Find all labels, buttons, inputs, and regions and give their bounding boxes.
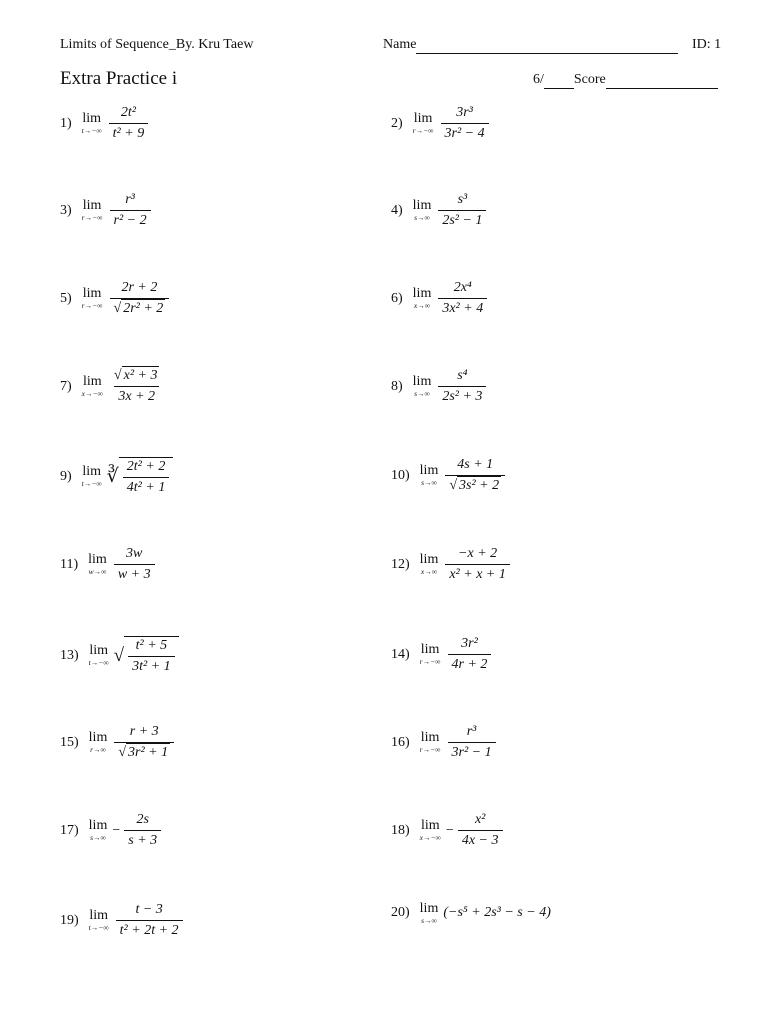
problem-item <box>391 902 551 925</box>
problem-item <box>391 636 493 673</box>
denominator-text: 4x − 3 <box>461 833 499 848</box>
limit-operator <box>413 375 432 398</box>
numerator-text: 3r² <box>461 636 478 651</box>
limit-operator <box>89 731 108 754</box>
problem-item <box>391 812 505 849</box>
problem-number: 7) <box>60 378 72 394</box>
denominator <box>114 386 159 405</box>
radical-sign: √ <box>113 368 122 383</box>
problem-item <box>391 192 488 229</box>
numerator <box>453 368 471 386</box>
limit-operator <box>82 112 102 135</box>
denominator-text: t² + 9 <box>112 126 145 141</box>
numerator-text: s³ <box>457 192 468 207</box>
denominator <box>124 830 161 849</box>
name-blank <box>416 37 678 54</box>
polynomial-expression: (−s⁵ + 2s³ − s − 4) <box>443 905 551 921</box>
score-field <box>533 72 718 89</box>
denominator <box>448 742 496 761</box>
limit-word: lim <box>82 198 102 214</box>
denominator <box>123 477 170 496</box>
limit-word: lim <box>420 730 440 746</box>
problem-item <box>60 105 150 142</box>
limit-subscript: x→−∞ <box>419 833 441 843</box>
problem-number: 1) <box>60 115 72 131</box>
problem-number: 19) <box>60 912 79 928</box>
numerator <box>110 368 164 386</box>
limit-word: lim <box>89 643 108 659</box>
denominator <box>110 298 170 317</box>
problem-number: 15) <box>60 734 79 750</box>
numerator-text: r³ <box>466 724 477 739</box>
outer-radical <box>107 457 174 496</box>
fraction <box>114 546 155 583</box>
limit-word: lim <box>82 286 102 302</box>
negative-sign: − <box>445 822 454 838</box>
fraction <box>448 636 492 673</box>
limit-subscript: w→∞ <box>88 567 107 577</box>
limit-subscript: t→−∞ <box>81 126 102 136</box>
denominator <box>109 123 149 142</box>
limit-operator <box>82 465 102 488</box>
denominator-text: r² − 2 <box>113 213 147 228</box>
fraction <box>441 105 489 142</box>
course-header: Limits of Sequence_By. Kru Taew <box>60 37 254 52</box>
outer-radical <box>114 636 179 675</box>
problem-item <box>391 105 491 142</box>
denominator-text: 3s² + 2 <box>459 478 500 493</box>
denominator-text: x² + x + 1 <box>449 567 506 582</box>
denominator <box>441 123 489 142</box>
limit-operator <box>420 464 439 487</box>
radical-sign: √ <box>113 644 125 666</box>
limit-operator <box>89 909 109 932</box>
numerator-text: 2x⁴ <box>453 280 472 295</box>
numerator <box>117 105 140 123</box>
radical-sign: ∛ <box>106 466 119 487</box>
problem-item <box>391 280 489 317</box>
problem-number: 9) <box>60 468 72 484</box>
problem-number: 16) <box>391 734 410 750</box>
limit-operator <box>420 643 441 666</box>
fraction <box>110 192 151 229</box>
limit-word: lim <box>412 374 432 390</box>
fraction <box>114 724 174 761</box>
denominator <box>116 920 183 939</box>
problem-number: 20) <box>391 905 410 921</box>
denominator-text: 4r + 2 <box>451 657 488 672</box>
numerator-text: x² <box>474 812 486 827</box>
denominator-text: 2r² + 2 <box>123 301 164 316</box>
denominator-text: w + 3 <box>117 567 151 582</box>
limit-operator <box>420 902 439 925</box>
numerator-text: 2t² <box>120 105 136 120</box>
denominator <box>448 654 492 673</box>
problem-item <box>60 368 165 405</box>
limit-word: lim <box>412 286 432 302</box>
denominator <box>445 564 510 583</box>
problem-item <box>60 636 179 675</box>
fraction <box>445 457 505 494</box>
limit-operator <box>420 819 441 842</box>
problem-number: 10) <box>391 467 410 483</box>
numerator-text: 3w <box>126 546 143 561</box>
problem-item <box>60 812 163 849</box>
limit-subscript: x→∞ <box>420 567 438 577</box>
numerator <box>132 812 152 830</box>
denominator-text: t² + 2t + 2 <box>119 923 179 938</box>
limit-operator <box>89 644 109 667</box>
problem-number: 12) <box>391 556 410 572</box>
denominator <box>458 830 503 849</box>
name-label: Name <box>383 37 417 52</box>
numerator <box>123 459 170 477</box>
denominator-text: 3r² − 1 <box>451 745 492 760</box>
numerator-text: t − 3 <box>135 902 163 917</box>
fraction <box>438 368 486 405</box>
radical-sign: √ <box>449 478 458 493</box>
problem-number: 13) <box>60 647 79 663</box>
name-field <box>383 37 678 54</box>
problem-number: 3) <box>60 202 72 218</box>
limit-word: lim <box>420 818 440 834</box>
limit-subscript: t→−∞ <box>88 658 109 668</box>
numerator-text: r + 3 <box>129 724 159 739</box>
problem-number: 11) <box>60 556 79 572</box>
problem-number: 5) <box>60 290 72 306</box>
limit-operator <box>420 553 439 576</box>
limit-subscript: r→−∞ <box>81 213 103 223</box>
limit-subscript: s→∞ <box>414 213 430 223</box>
denominator <box>110 210 151 229</box>
limit-word: lim <box>419 901 439 916</box>
denominator-text: 3t² + 1 <box>132 659 171 674</box>
limit-word: lim <box>419 552 439 568</box>
limit-word: lim <box>88 730 108 746</box>
limit-operator <box>413 287 432 310</box>
limit-subscript: r→−∞ <box>412 126 434 136</box>
denominator-text: 4t² + 1 <box>126 480 166 495</box>
limit-operator <box>88 553 107 576</box>
page-title: Extra Practice i <box>60 68 178 89</box>
limit-subscript: s→∞ <box>421 478 437 488</box>
denominator-text: 3r² + 1 <box>128 745 169 760</box>
numerator <box>454 192 472 210</box>
fraction <box>438 280 487 317</box>
score-blank-2 <box>606 72 718 89</box>
limit-operator <box>420 731 441 754</box>
problem-item <box>391 546 512 583</box>
denominator-text: s + 3 <box>128 833 158 848</box>
id-label: ID: 1 <box>692 37 722 52</box>
limit-subscript: r→−∞ <box>419 745 441 755</box>
fraction <box>110 368 164 405</box>
numerator-text: 2s <box>136 812 149 827</box>
denominator <box>438 386 486 405</box>
numerator <box>131 902 166 920</box>
limit-word: lim <box>82 374 102 390</box>
limit-subscript: r→∞ <box>90 745 106 755</box>
limit-subscript: x→∞ <box>413 301 431 311</box>
denominator-text: 3r² − 4 <box>444 126 485 141</box>
limit-subscript: x→−∞ <box>81 389 103 399</box>
limit-word: lim <box>412 198 432 214</box>
numerator <box>126 724 163 742</box>
denominator-text: 2s² − 1 <box>442 213 483 228</box>
denominator <box>438 298 487 317</box>
limit-word: lim <box>88 552 107 568</box>
problem-item <box>60 902 185 939</box>
limit-subscript: s→∞ <box>414 389 430 399</box>
fraction <box>445 546 510 583</box>
numerator <box>132 638 172 656</box>
denominator <box>114 564 155 583</box>
problem-item <box>391 457 507 494</box>
fraction <box>124 812 161 849</box>
limit-operator <box>82 287 103 310</box>
problem-number: 17) <box>60 822 79 838</box>
problem-item <box>391 724 498 761</box>
limit-subscript: t→−∞ <box>88 923 109 933</box>
problem-number: 2) <box>391 115 403 131</box>
limit-subscript: s→∞ <box>421 916 437 925</box>
problem-number: 18) <box>391 822 410 838</box>
numerator <box>471 812 489 830</box>
fraction <box>109 105 149 142</box>
problem-item <box>60 192 153 229</box>
problem-item <box>60 280 171 317</box>
score-prefix: 6/ <box>533 72 544 87</box>
radical-body <box>124 636 179 675</box>
radical-sign: √ <box>113 301 122 316</box>
denominator-text: 3x + 2 <box>118 389 156 404</box>
denominator-text: 2s² + 3 <box>442 389 483 404</box>
numerator-text: 3r³ <box>456 105 473 120</box>
limit-word: lim <box>82 111 101 127</box>
numerator-text: x² + 3 <box>123 368 158 383</box>
numerator-text: 4s + 1 <box>457 457 494 472</box>
problem-number: 4) <box>391 202 403 218</box>
denominator <box>438 210 486 229</box>
problem-number: 14) <box>391 646 410 662</box>
limit-subscript: r→−∞ <box>81 301 103 311</box>
fraction <box>128 638 175 675</box>
limit-operator <box>82 375 103 398</box>
numerator-text: t² + 5 <box>135 638 168 653</box>
numerator <box>117 280 161 298</box>
radical-body <box>119 457 174 496</box>
limit-word: lim <box>420 642 440 658</box>
fraction <box>123 459 170 496</box>
radical-sign: √ <box>118 745 127 760</box>
denominator-text: 3x² + 4 <box>442 301 484 316</box>
denominator <box>114 742 174 761</box>
numerator <box>121 192 139 210</box>
denominator <box>128 656 175 675</box>
problem-item <box>60 546 157 583</box>
limit-operator <box>89 819 108 842</box>
problem-item <box>60 457 173 496</box>
limit-word: lim <box>82 464 101 480</box>
numerator-text: 2t² + 2 <box>126 459 166 474</box>
numerator-text: −x + 2 <box>458 546 498 561</box>
numerator <box>450 280 476 298</box>
limit-word: lim <box>89 908 108 924</box>
fraction <box>458 812 503 849</box>
limit-word: lim <box>88 818 108 834</box>
numerator <box>463 724 481 742</box>
score-blank-1 <box>544 72 574 89</box>
limit-word: lim <box>419 463 439 479</box>
numerator <box>457 636 482 654</box>
problem-number: 8) <box>391 378 403 394</box>
problem-item <box>60 724 176 761</box>
negative-sign: − <box>112 822 121 838</box>
limit-operator <box>413 112 434 135</box>
problem-item <box>391 368 488 405</box>
fraction <box>116 902 183 939</box>
limit-subscript: t→−∞ <box>81 479 102 489</box>
numerator <box>453 457 497 475</box>
limit-operator <box>413 199 432 222</box>
numerator-text: s⁴ <box>457 368 468 383</box>
score-label: Score <box>573 72 606 87</box>
numerator <box>122 546 146 564</box>
limit-subscript: r→−∞ <box>419 657 441 667</box>
fraction <box>110 280 170 317</box>
numerator-text: 2r + 2 <box>121 280 158 295</box>
numerator-text: r³ <box>125 192 135 207</box>
problem-number: 6) <box>391 290 403 306</box>
numerator <box>454 546 501 564</box>
denominator <box>445 475 505 494</box>
numerator <box>452 105 477 123</box>
limit-subscript: s→∞ <box>90 833 106 843</box>
limit-operator <box>82 199 103 222</box>
fraction <box>448 724 496 761</box>
limit-word: lim <box>413 111 433 127</box>
fraction <box>438 192 486 229</box>
